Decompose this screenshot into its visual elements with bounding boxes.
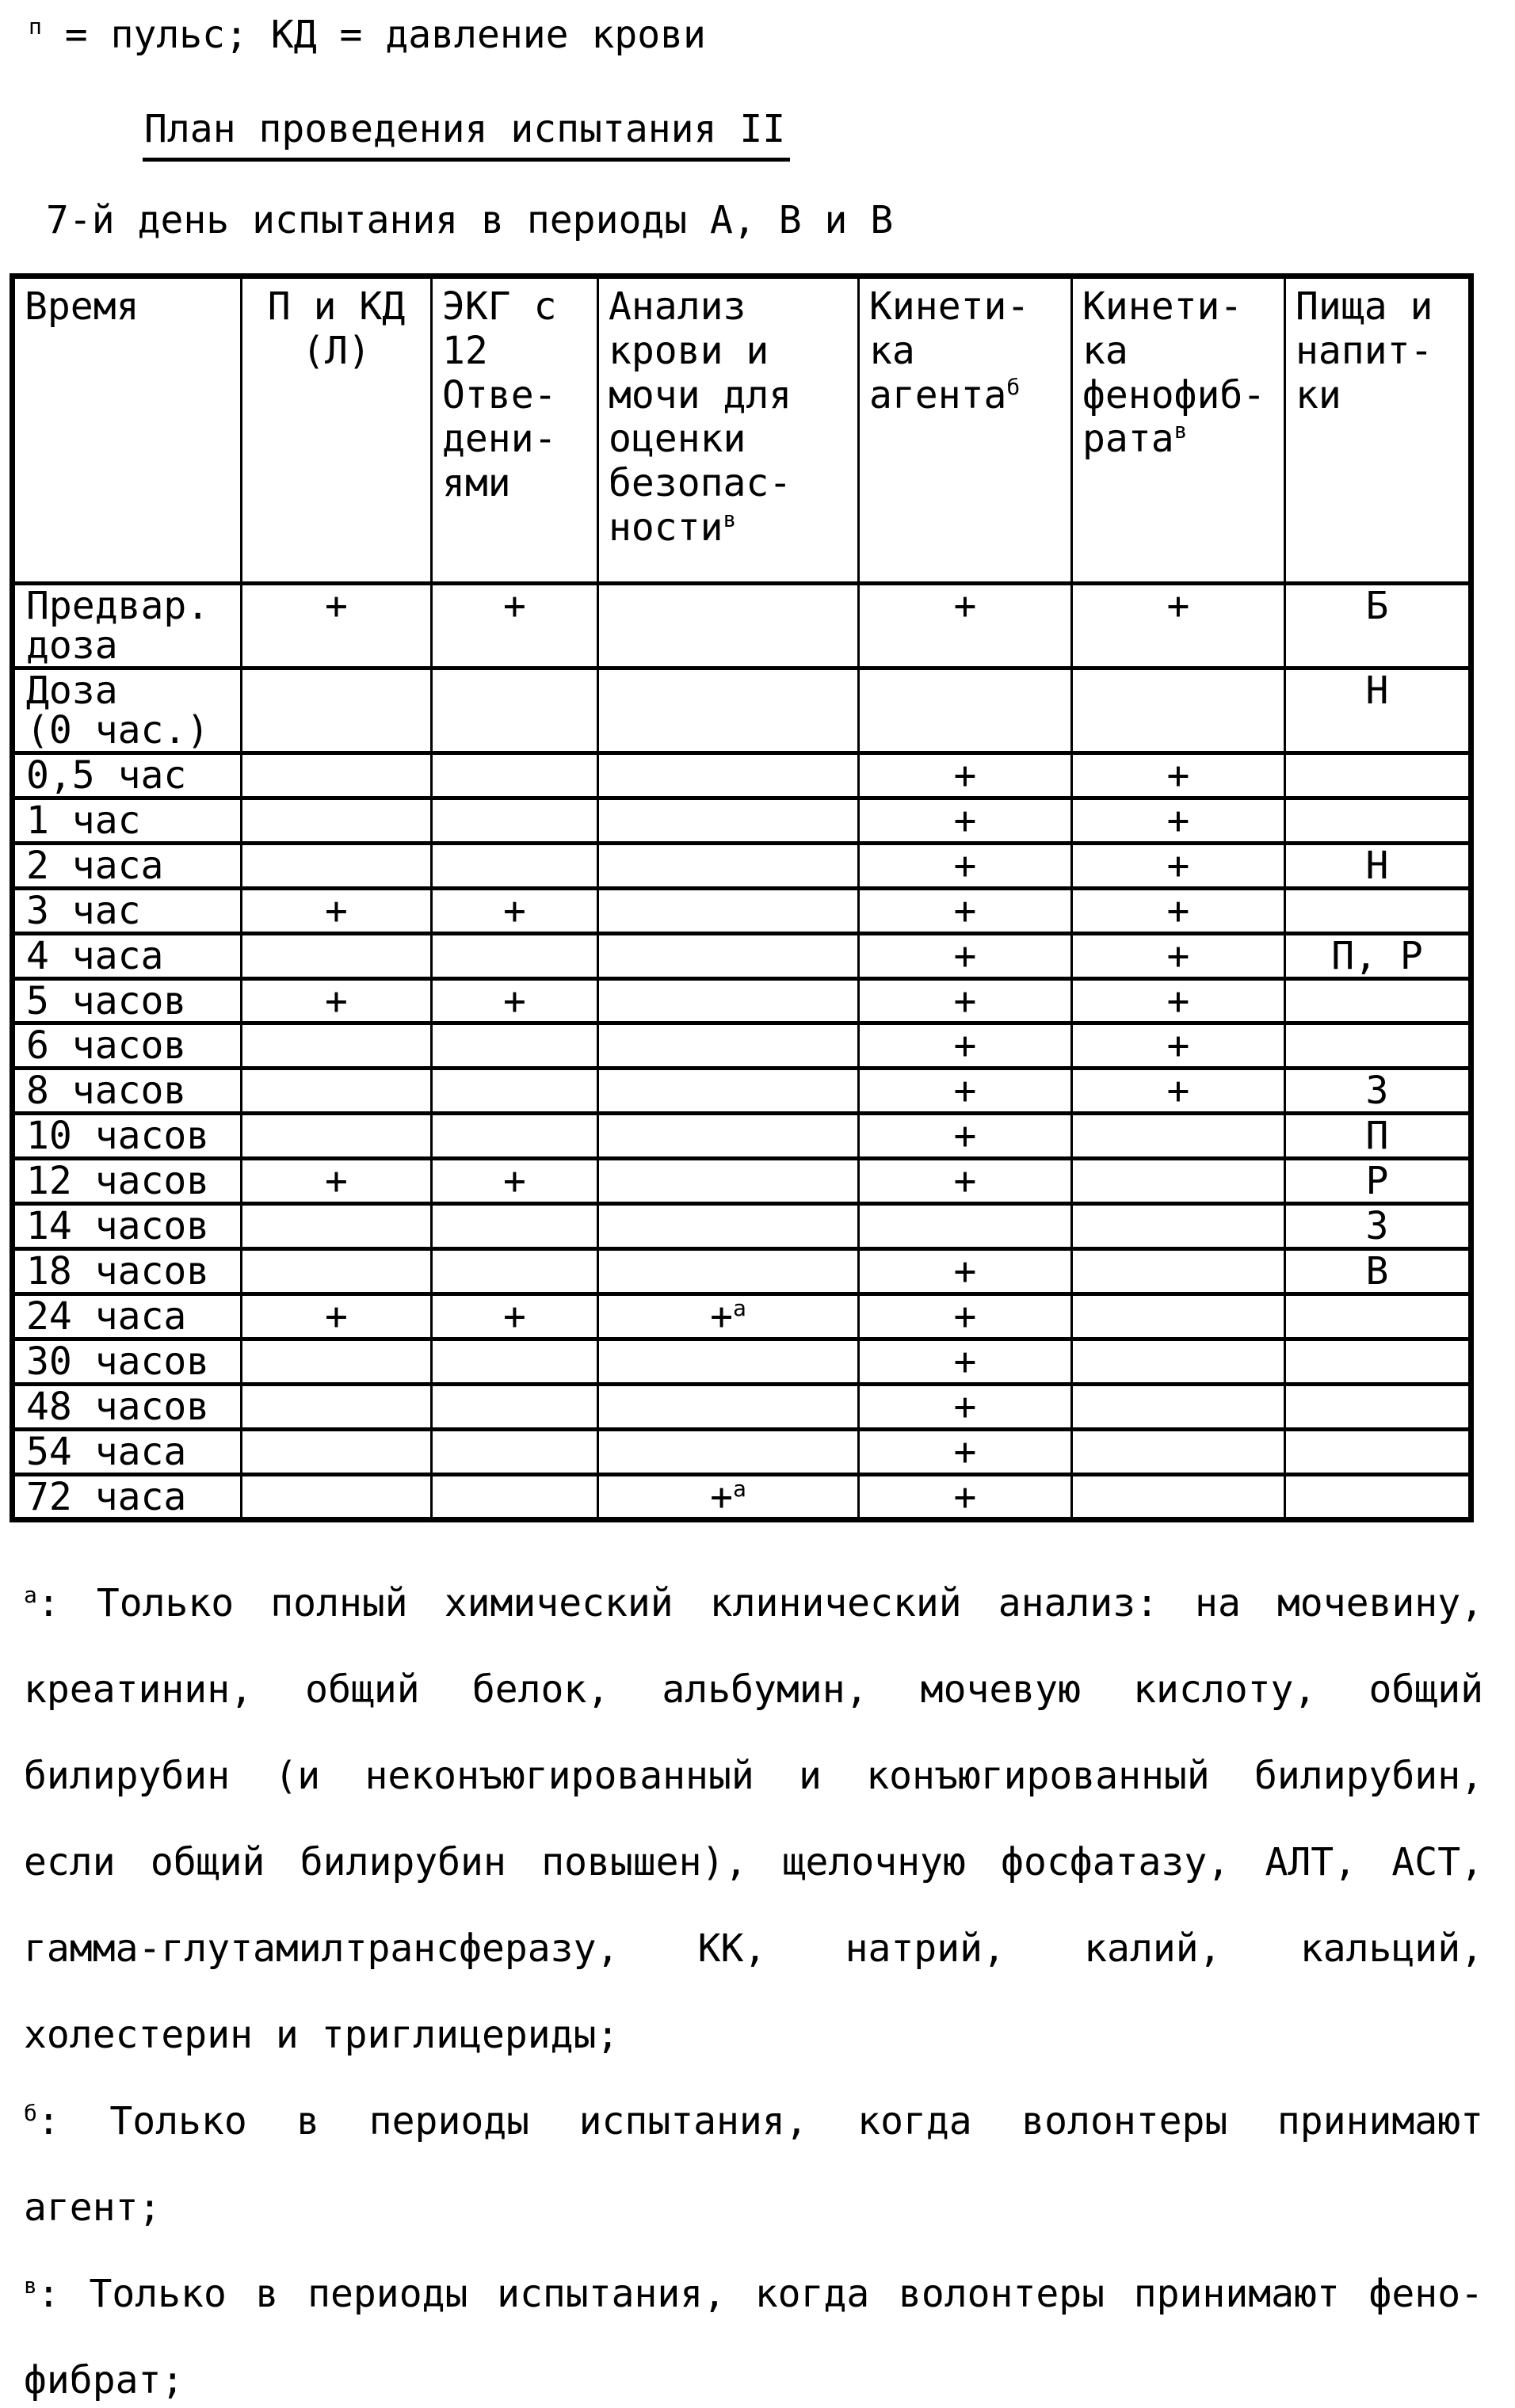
cell-time: 6 часов [13, 1023, 242, 1069]
cell-value [432, 1248, 598, 1294]
cell-value [242, 669, 432, 753]
cell-value [1285, 1474, 1471, 1520]
cell-value: + [859, 1069, 1072, 1114]
cell-value: + [1072, 753, 1285, 798]
cell-value [598, 584, 859, 669]
cell-time: Доза (0 час.) [13, 669, 242, 753]
superscript-marker: в [723, 505, 737, 532]
cell-value [242, 1384, 432, 1429]
cell-value [432, 669, 598, 753]
footnote-line: агент; [24, 2185, 162, 2231]
cell-value: + [859, 1114, 1072, 1159]
cell-value [432, 1474, 598, 1520]
table-row [13, 1429, 1471, 1474]
column-header-fenofibrate-kinetics: Кинети- ка фенофиб- рата$^в$ [1072, 276, 1285, 584]
cell-value [432, 843, 598, 888]
legend-text: = пульс; КД = давление крови [64, 13, 706, 57]
cell-value [432, 1114, 598, 1159]
table-row [13, 933, 1471, 978]
cell-value [432, 1204, 598, 1249]
cell-value: +$^а$ [598, 1474, 859, 1520]
cell-value [1285, 1294, 1471, 1339]
cell-value: Н [1285, 669, 1471, 753]
cell-value [242, 933, 432, 978]
cell-value [1285, 1023, 1471, 1069]
cell-value: + [432, 1294, 598, 1339]
cell-value: П, Р [1285, 933, 1471, 978]
cell-value: +$^а$ [598, 1294, 859, 1339]
cell-value: + [859, 1023, 1072, 1069]
footnote-line: $^а$: Только полный химический клинический анализ: на мочевину, [24, 1581, 1483, 1626]
cell-value: + [859, 1474, 1072, 1520]
cell-value: З [1285, 1204, 1471, 1249]
cell-value: + [859, 1248, 1072, 1294]
page-title: План проведения испытания II [143, 108, 790, 162]
cell-value: + [1072, 888, 1285, 933]
cell-time: 5 часов [13, 978, 242, 1023]
cell-value: + [1072, 843, 1285, 888]
cell-value: + [432, 1159, 598, 1204]
cell-value [598, 888, 859, 933]
superscript-marker: а [733, 1475, 746, 1502]
cell-time: 72 часа [13, 1474, 242, 1520]
title-row [143, 108, 1515, 162]
footnote-а [24, 1560, 1483, 2078]
table-row [13, 1023, 1471, 1069]
cell-value: П [1285, 1114, 1471, 1159]
cell-value [1072, 1159, 1285, 1204]
cell-value [598, 669, 859, 753]
cell-value [598, 843, 859, 888]
cell-value [242, 798, 432, 843]
cell-value [1072, 1384, 1285, 1429]
cell-value [1285, 798, 1471, 843]
cell-value [598, 978, 859, 1023]
footnote-line: гамма-глутамилтрансферазу, КК, натрий, калий, кальций, [24, 1926, 1483, 1972]
cell-value: + [242, 584, 432, 669]
cell-value: + [1072, 798, 1285, 843]
footnote-line: билирубин (и неконъюгированный и конъюгированный билирубин, [24, 1754, 1483, 1799]
cell-value [1072, 1294, 1285, 1339]
cell-time: 54 часа [13, 1429, 242, 1474]
cell-value: В [1285, 1248, 1471, 1294]
cell-value [1285, 888, 1471, 933]
superscript-marker: б [1006, 373, 1021, 400]
column-header-ecg-12-leads: ЭКГ с 12 Отве- дени- ями [432, 276, 598, 584]
cell-value: + [859, 584, 1072, 669]
cell-value [242, 1474, 432, 1520]
cell-value [1285, 978, 1471, 1023]
footnotes [24, 1560, 1483, 2408]
column-header-pulse-bp: П и КД (Л) [242, 276, 432, 584]
table-body [13, 584, 1471, 1520]
cell-value [242, 1339, 432, 1384]
superscript-marker: б [24, 2100, 37, 2127]
cell-time: 14 часов [13, 1204, 242, 1249]
cell-value [242, 1069, 432, 1114]
cell-value [242, 1429, 432, 1474]
cell-value [1285, 753, 1471, 798]
table-row [13, 1384, 1471, 1429]
cell-value: + [859, 843, 1072, 888]
cell-value [1072, 1114, 1285, 1159]
cell-value [1072, 1248, 1285, 1294]
cell-value: Н [1285, 843, 1471, 888]
cell-value [1285, 1339, 1471, 1384]
cell-value: З [1285, 1069, 1471, 1114]
cell-value: + [859, 1429, 1072, 1474]
cell-value: + [859, 753, 1072, 798]
cell-value: + [242, 888, 432, 933]
cell-value [598, 1339, 859, 1384]
cell-value: + [242, 978, 432, 1023]
cell-value [242, 843, 432, 888]
cell-time: Предвар. доза [13, 584, 242, 669]
superscript-marker: в [24, 2273, 37, 2299]
cell-value: + [859, 978, 1072, 1023]
cell-value: + [432, 584, 598, 669]
cell-value: + [859, 798, 1072, 843]
cell-time: 2 часа [13, 843, 242, 888]
cell-value: + [1072, 978, 1285, 1023]
trial-plan-table [10, 273, 1474, 1522]
footnote-line: $^б$: Только в периоды испытания, когда волонтеры принимают [24, 2099, 1483, 2144]
table-row [13, 584, 1471, 669]
table-row [13, 753, 1471, 798]
cell-time: 18 часов [13, 1248, 242, 1294]
cell-value: + [859, 1384, 1072, 1429]
cell-time: 8 часов [13, 1069, 242, 1114]
table-row [13, 1114, 1471, 1159]
column-header-time: Время [13, 276, 242, 584]
table-row [13, 1339, 1471, 1384]
cell-value [1072, 1474, 1285, 1520]
cell-value: + [242, 1159, 432, 1204]
cell-value [242, 1114, 432, 1159]
table-row [13, 798, 1471, 843]
cell-value [1072, 1429, 1285, 1474]
cell-value [1285, 1429, 1471, 1474]
cell-value [598, 798, 859, 843]
cell-value [242, 1248, 432, 1294]
cell-value [1072, 1204, 1285, 1249]
table-row [13, 1069, 1471, 1114]
footnote-line: холестерин и триглицериды; [24, 2013, 620, 2058]
cell-time: 0,5 час [13, 753, 242, 798]
cell-value: + [859, 888, 1072, 933]
cell-time: 30 часов [13, 1339, 242, 1384]
cell-value [859, 669, 1072, 753]
cell-value [432, 753, 598, 798]
cell-value [242, 753, 432, 798]
table-row [13, 1474, 1471, 1520]
column-header-safety-blood-urine: Анализ крови и мочи для оценки безопас- ности$^в$ [598, 276, 859, 584]
table-row [13, 1294, 1471, 1339]
cell-value [598, 1114, 859, 1159]
superscript-marker: в [1173, 417, 1188, 444]
cell-time: 48 часов [13, 1384, 242, 1429]
table-row [13, 843, 1471, 888]
cell-value: + [1072, 1069, 1285, 1114]
cell-value [432, 1339, 598, 1384]
cell-value [598, 1023, 859, 1069]
cell-value: + [1072, 1023, 1285, 1069]
footnote-б [24, 2078, 1483, 2251]
cell-value [859, 1204, 1072, 1249]
cell-value [1285, 1384, 1471, 1429]
cell-time: 24 часа [13, 1294, 242, 1339]
cell-value [432, 1429, 598, 1474]
cell-value [598, 1384, 859, 1429]
cell-value [242, 1204, 432, 1249]
footnote-line: креатинин, общий белок, альбумин, мочевую кислоту, общий [24, 1667, 1483, 1713]
cell-value [432, 1384, 598, 1429]
table-row [13, 978, 1471, 1023]
cell-value [432, 1069, 598, 1114]
page-subtitle: 7-й день испытания в периоды А, В и В [46, 197, 894, 242]
cell-value [432, 1023, 598, 1069]
superscript-marker: а [733, 1294, 746, 1321]
cell-value [598, 753, 859, 798]
document-page [0, 13, 1515, 2408]
cell-value: Р [1285, 1159, 1471, 1204]
cell-value: + [859, 1159, 1072, 1204]
table-row [13, 1248, 1471, 1294]
table-row [13, 669, 1471, 753]
table-row [13, 1159, 1471, 1204]
cell-value [598, 1429, 859, 1474]
cell-value: + [242, 1294, 432, 1339]
footnote-line: если общий билирубин повышен), щелочную фосфатазу, АЛТ, АСТ, [24, 1840, 1483, 1885]
cell-time: 12 часов [13, 1159, 242, 1204]
footnote-line: $^в$: Только в периоды испытания, когда волонтеры принимают фено- [24, 2272, 1483, 2317]
legend-superscript: п [29, 13, 42, 40]
cell-value [598, 1204, 859, 1249]
footnote-line: фибрат; [24, 2358, 185, 2403]
cell-value: + [859, 933, 1072, 978]
cell-time: 3 час [13, 888, 242, 933]
cell-value: + [432, 978, 598, 1023]
table-header-row [13, 276, 1471, 584]
column-header-food-drinks: Пища и напит- ки [1285, 276, 1471, 584]
legend-line [29, 13, 1515, 59]
cell-value [598, 1069, 859, 1114]
cell-value [242, 1023, 432, 1069]
cell-value: + [1072, 933, 1285, 978]
cell-value [1072, 669, 1285, 753]
cell-value [598, 1248, 859, 1294]
cell-time: 10 часов [13, 1114, 242, 1159]
table-row [13, 1204, 1471, 1249]
cell-value: + [1072, 584, 1285, 669]
column-header-agent-kinetics: Кинети- ка агента$^б$ [859, 276, 1072, 584]
cell-value [1072, 1339, 1285, 1384]
cell-time: 4 часа [13, 933, 242, 978]
cell-value [598, 1159, 859, 1204]
cell-value [432, 798, 598, 843]
cell-value [432, 933, 598, 978]
superscript-marker: а [24, 1582, 37, 1609]
footnote-в [24, 2251, 1483, 2408]
cell-value [598, 933, 859, 978]
cell-value: + [859, 1294, 1072, 1339]
cell-value: Б [1285, 584, 1471, 669]
cell-value: + [432, 888, 598, 933]
cell-time: 1 час [13, 798, 242, 843]
cell-value: + [859, 1339, 1072, 1384]
table-row [13, 888, 1471, 933]
